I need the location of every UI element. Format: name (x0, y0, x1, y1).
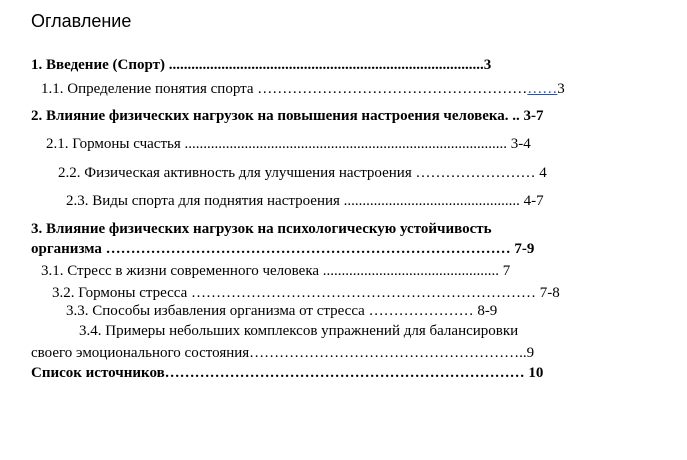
toc-entry-1-1[interactable] (41, 80, 565, 98)
toc-entry-2-1[interactable]: 2.1. Гормоны счастья ...................................................................................... 3-4 (46, 136, 531, 152)
toc-entry-3-3[interactable]: 3.3. Способы избавления организма от стресса ………………… 8-9 (66, 303, 498, 319)
toc-entry-2-3[interactable]: 2.3. Виды спорта для поднятия настроения ............................................... 4-7 (66, 193, 544, 209)
toc-entry-3-1[interactable]: 3.1. Стресс в жизни современного человека ............................................... 7 (41, 263, 511, 279)
toc-entry-1[interactable]: 1. Введение (Спорт) ....................................................................................3 (31, 57, 492, 73)
toc-entry-3-line1[interactable]: 3. Влияние физических нагрузок на психологическую устойчивость (31, 221, 492, 237)
toc-title: Оглавление (31, 11, 132, 31)
toc-entry-sources[interactable]: Список источников……………………………………………………………… 10 (31, 365, 544, 381)
toc-entry-3-2[interactable]: 3.2. Гормоны стресса …………………………………………………………… 7-8 (52, 285, 560, 301)
toc-entry-3-4-line1[interactable]: 3.4. Примеры небольших комплексов упражнений для балансировки (79, 323, 519, 339)
toc-entry-3-4-line2[interactable]: своего эмоционального состояния………………………………………………..9 (31, 345, 535, 361)
toc-entry-1-1-page: 3 (557, 81, 565, 97)
toc-entry-2[interactable]: 2. Влияние физических нагрузок на повышения настроения человека. .. 3-7 (31, 108, 544, 124)
toc-entry-1-1-text: 1.1. Определение понятия спорта ……………………………………………… (41, 81, 528, 97)
toc-entry-3-line2[interactable]: организма ……………………………………………………………………… 7-9 (31, 241, 535, 257)
toc-entry-2-2[interactable]: 2.2. Физическая активность для улучшения настроения …………………… 4 (58, 165, 547, 181)
toc-entry-1-1-link[interactable]: …… (527, 81, 558, 97)
